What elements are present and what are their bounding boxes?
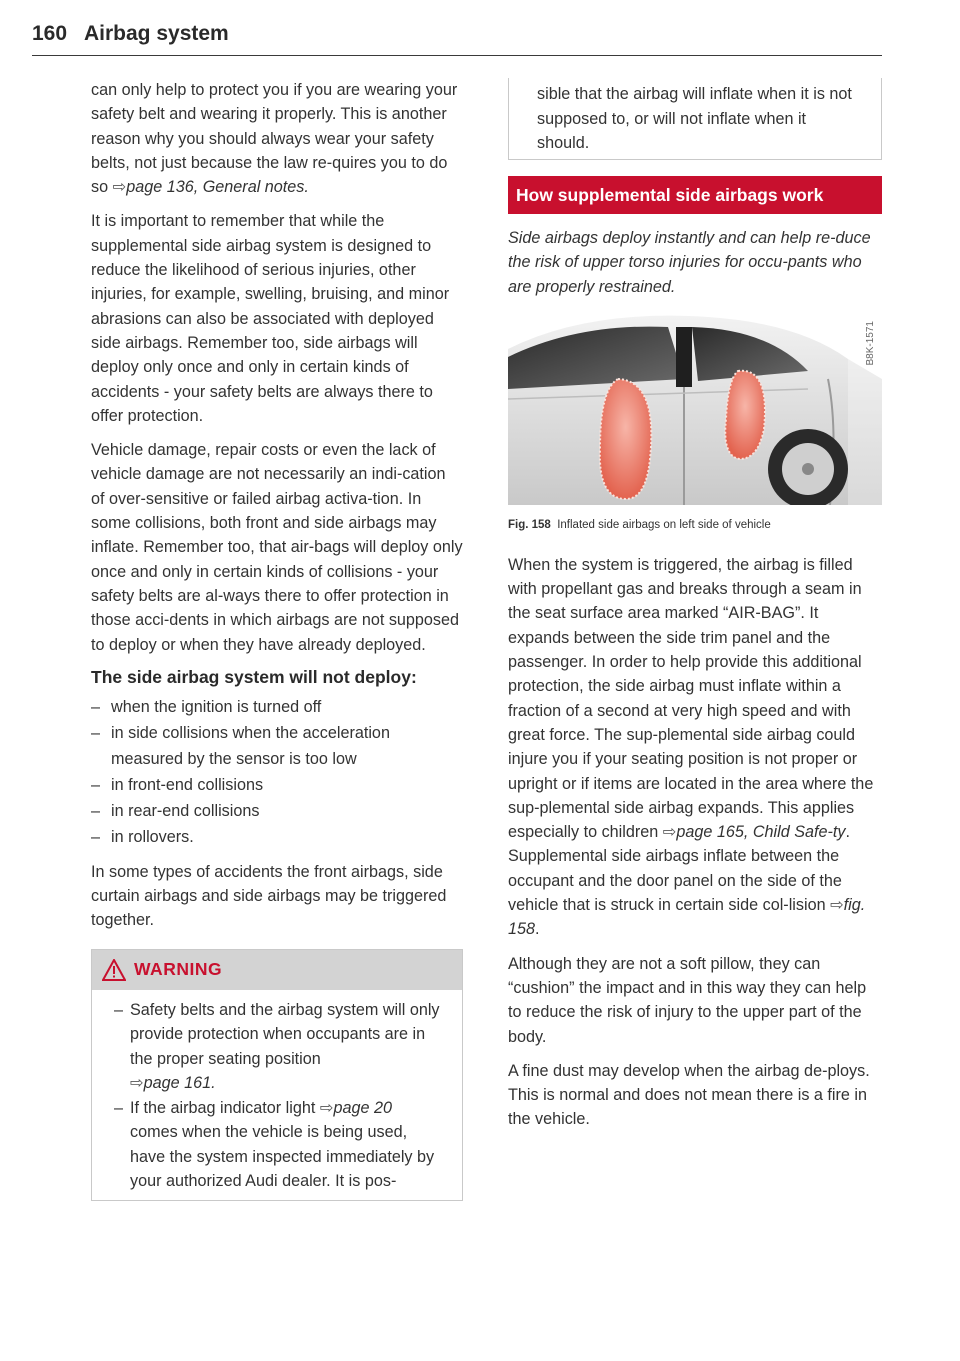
- section-heading-bar: [508, 176, 882, 214]
- figure-image: [508, 309, 882, 505]
- figure-id: B8K-1571: [865, 320, 876, 366]
- car-side-airbags-illustration: [508, 309, 882, 505]
- section-heading: How supplemental side airbags work: [516, 184, 824, 205]
- figure-link[interactable]: fig. 158: [508, 896, 866, 939]
- right-column: [508, 78, 882, 1142]
- list-item: – when the ignition is turned off: [91, 697, 322, 716]
- paragraph: sible that the airbag will inflate when it is not supposed to, or will not inflate when it should.: [537, 85, 852, 152]
- warning-list: [92, 990, 462, 1200]
- warning-item: – If the airbag indicator light ⇨page 20 comes when the vehicle is being used, have the system inspected immediately by your authorized Audi dealer. It is pos-: [114, 1098, 435, 1191]
- paragraph: In some types of accidents the front airbags, side curtain airbags and side airbags may be triggered together.: [91, 862, 447, 930]
- figure-caption: Fig. 158 Inflated side airbags on left side of vehicle: [508, 518, 771, 531]
- page-header: [32, 22, 882, 56]
- paragraph: A fine dust may develop when the airbag de-ploys. This is normal and does not mean there is a fire in the vehicle.: [508, 1061, 870, 1129]
- list-item: – in front-end collisions: [91, 775, 264, 794]
- warning-header: [92, 950, 462, 990]
- page-link[interactable]: page 136, General notes: [126, 178, 305, 197]
- paragraph: Although they are not a soft pillow, they can “cushion” the impact and in this way they can help to reduce the risk of injury to the upper part of the body.: [508, 954, 867, 1046]
- arrow-icon: ⇨: [112, 178, 127, 197]
- warning-triangle-icon: [102, 959, 126, 981]
- arrow-icon: ⇨: [662, 823, 677, 842]
- paragraph: When the system is triggered, the airbag is filled with propellant gas and breaks through a seam in the seat surface area marked “AIR-BAG”. It expands between the side trim panel and the passenger. In order to help provide this additional protection, the side airbag must inflate within a fraction of a second at very high speed and with great force. The sup-plemental side airbag could injure you if your seating position is not proper or upright or if items are located in the area where the sup-plemental side airbag expands. This applies especially to children ⇨page 165, Child Safe-ty. Supplemental side airbags inflate between the occupant and the door panel on the side of the vehicle that is struck in certain side col-lision ⇨fig. 158.: [508, 555, 874, 939]
- arrow-icon: ⇨: [319, 1098, 334, 1117]
- warning-continuation: [508, 78, 882, 160]
- left-column: [91, 78, 463, 1201]
- arrow-icon: ⇨: [830, 896, 844, 915]
- list-item: – in side collisions when the acceleration measured by the sensor is too low: [91, 723, 390, 768]
- arrow-icon: ⇨: [130, 1074, 144, 1093]
- section-title: Airbag system: [84, 22, 229, 45]
- page-number: 160: [32, 22, 68, 45]
- list-item: – in rear-end collisions: [91, 801, 260, 820]
- page-link[interactable]: page 161.: [143, 1074, 216, 1093]
- bullet-list: [91, 694, 463, 850]
- paragraph: can only help to protect you if you are wearing your safety belt and wearing it properly. This is another reason why you should always wear your safety belts, not just because the law re-quires you to do so ⇨page 136, General notes.: [91, 81, 458, 197]
- list-item: – in rollovers.: [91, 827, 194, 846]
- paragraph: It is important to remember that while the supplemental side airbag system is designed to reduce the likelihood of serious injuries, other injuries, for example, swelling, bruising, and minor abrasions can also be associated with deployed side airbags. Remember too, side airbags will deploy only once and only in certain kinds of accidents - your safety belts are always there to offer protection.: [91, 212, 450, 425]
- page-link[interactable]: page 20: [333, 1098, 392, 1117]
- warning-item: – Safety belts and the airbag system will only provide protection when occupants are in the proper seating position ⇨page 161.: [114, 1000, 440, 1093]
- subheading: The side airbag system will not deploy:: [91, 666, 417, 687]
- paragraph: Vehicle damage, repair costs or even the lack of vehicle damage are not necessarily an indi-cation of over-sensitive or failed airbag activa-tion. In some collisions, both front and side airbags may inflate. Remember too, that air-bags will deploy only once and only in certain kinds of collisions - your safety belts are al-ways there to offer protection in those acci-dents in which airbags are not supposed to deploy or when they have already deployed.: [91, 441, 463, 654]
- warning-box: [91, 949, 463, 1201]
- intro-text: Side airbags deploy instantly and can help re-duce the risk of upper torso injuries for occu-pants who are properly restrained.: [508, 229, 871, 296]
- page-link[interactable]: page 165, Child Safe-ty: [676, 823, 846, 842]
- warning-title: WARNING: [134, 959, 223, 980]
